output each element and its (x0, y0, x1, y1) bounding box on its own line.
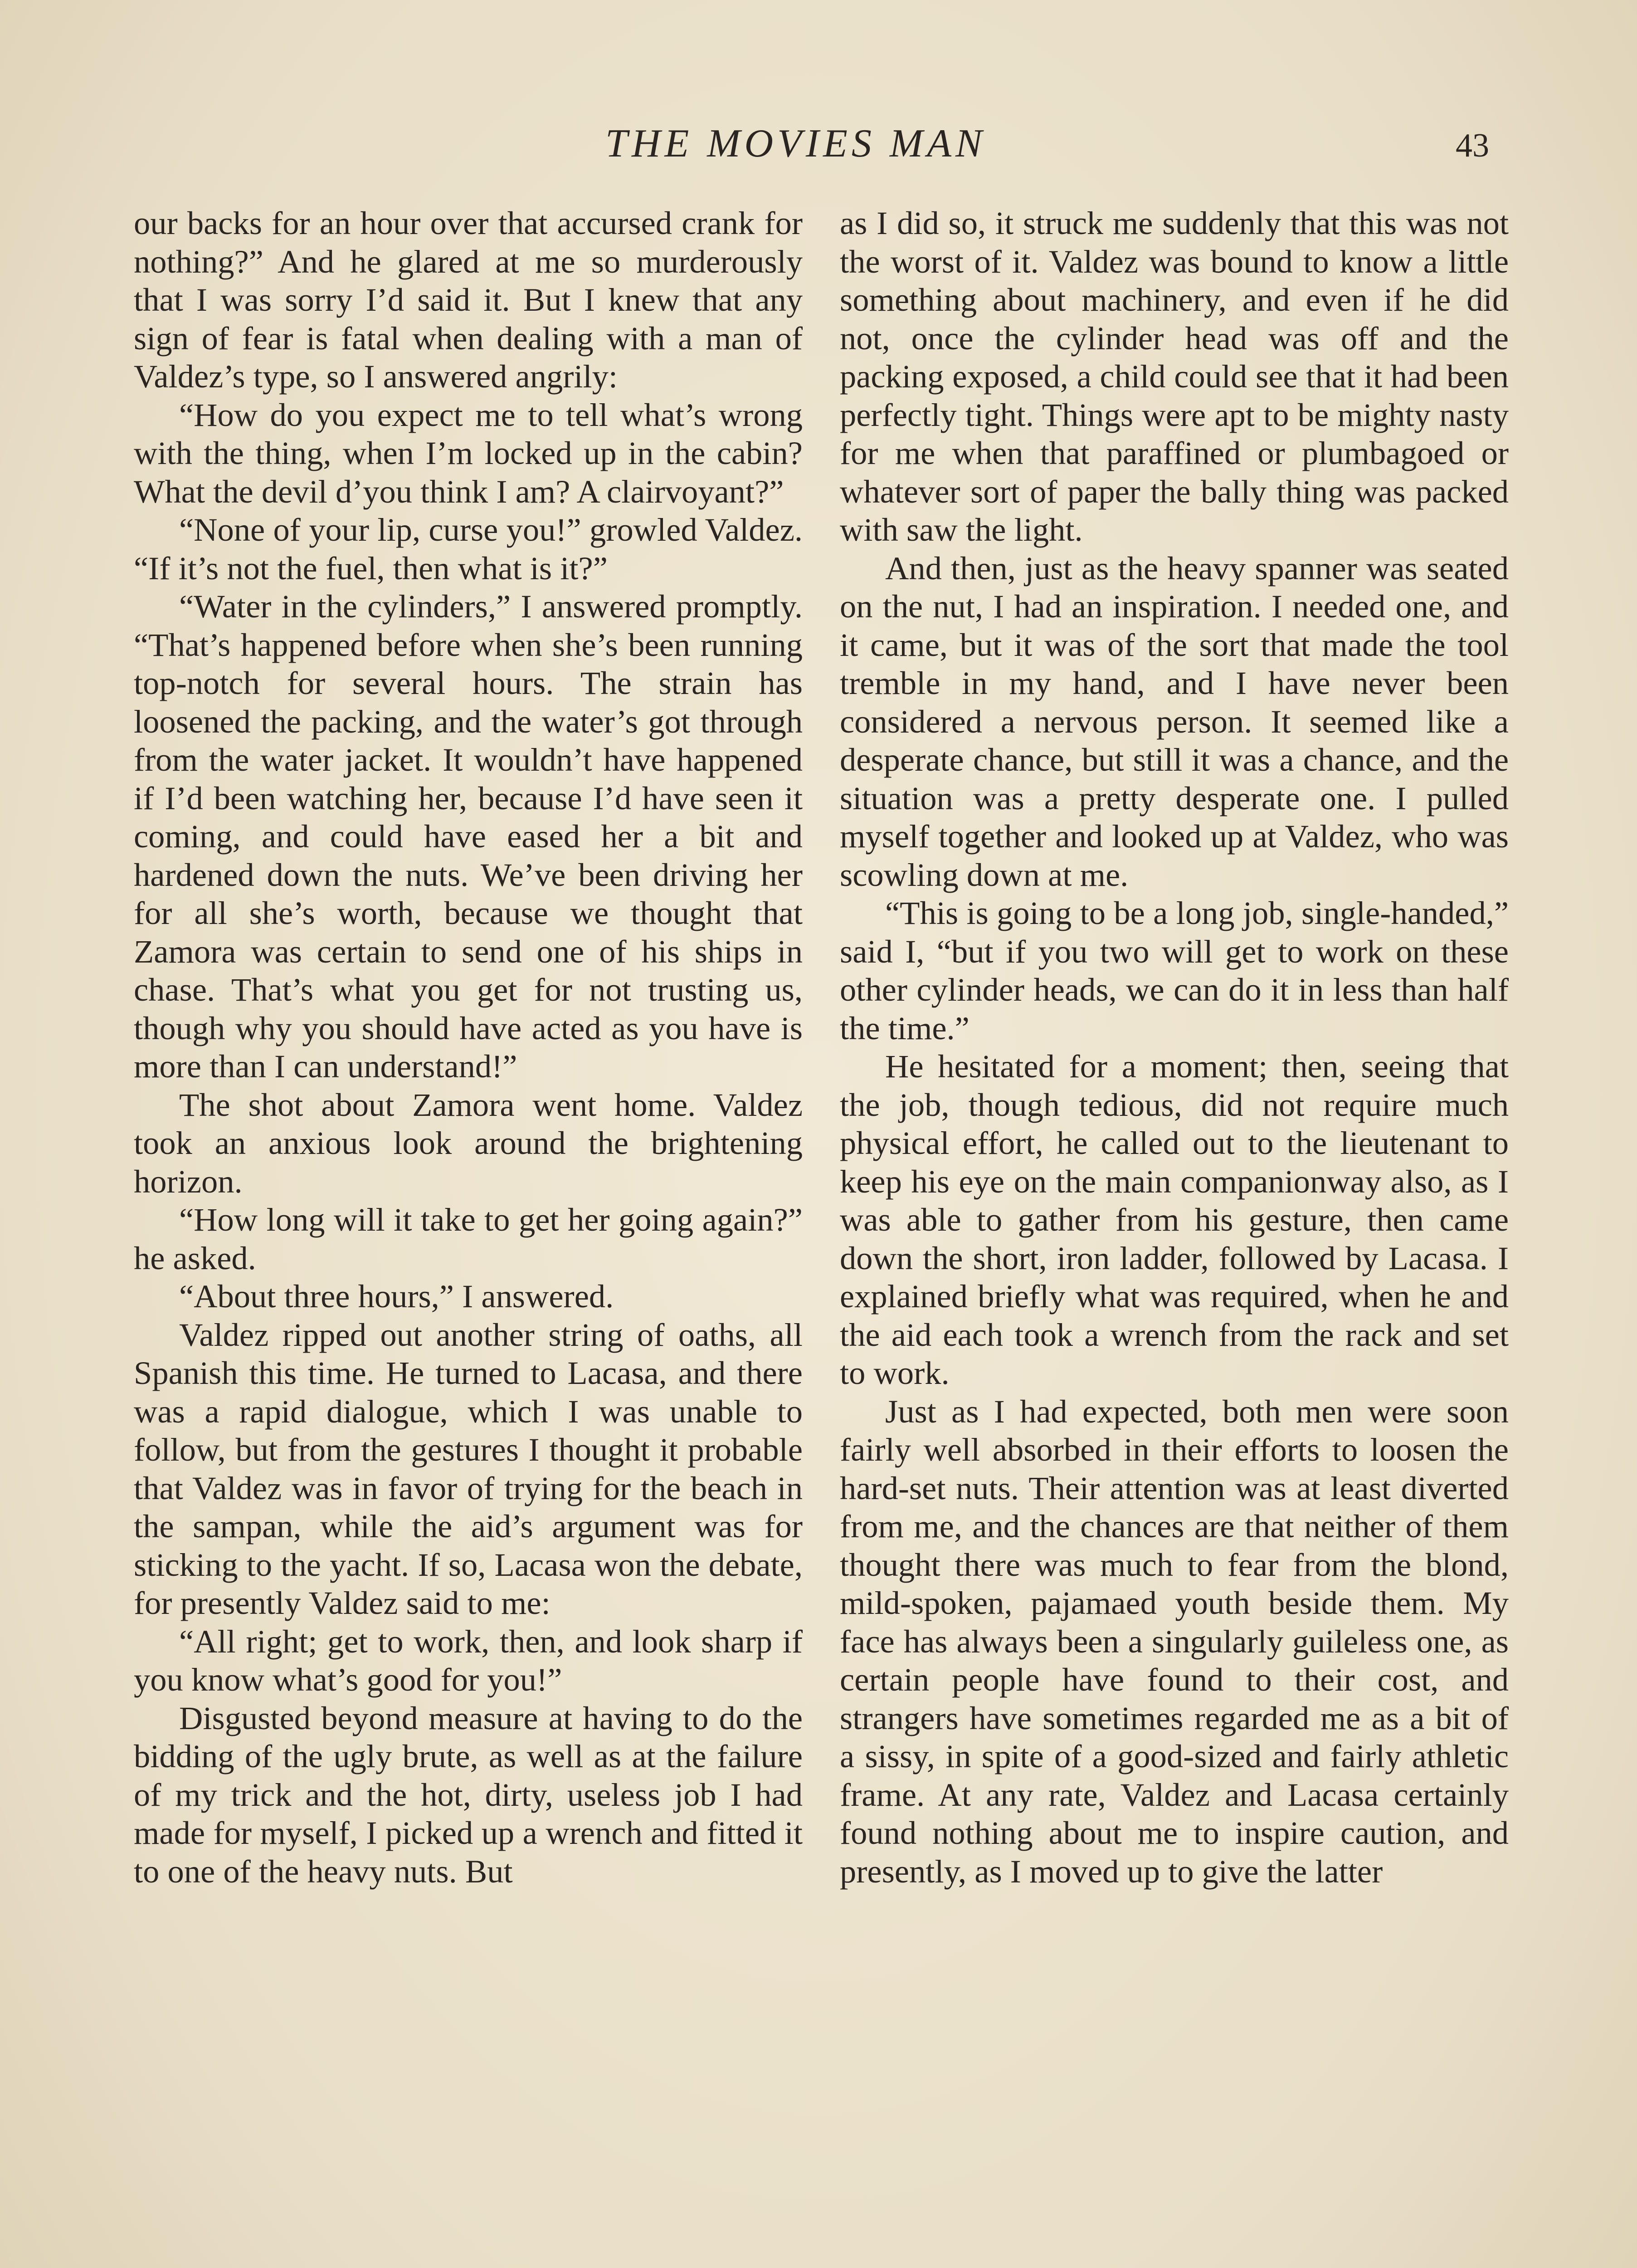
paragraph: “This is going to be a long job, single-handed,” said I, “but if you two will get to work on these other cylinder heads, we can do it in less than half the time.” (840, 894, 1509, 1046)
paragraph: “All right; get to work, then, and look sharp if you know what’s good for you!” (134, 1623, 803, 1698)
running-title: THE MOVIES MAN (605, 122, 986, 166)
page-header (0, 119, 1637, 169)
paragraph: “How long will it take to get her going again?” he asked. (134, 1201, 803, 1276)
paragraph: “How do you expect me to tell what’s wrong with the thing, when I’m locked up in the cabin? What the devil d’you think I am? A clairvoyant?” (134, 396, 803, 510)
paragraph: “None of your lip, curse you!” growled Valdez. “If it’s not the fuel, then what is it?” (134, 511, 803, 587)
paragraph: And then, just as the heavy spanner was seated on the nut, I had an inspiration. I needed one, and it came, but it was of the sort that made the tool tremble in my hand, and I have never been considered a nervous person. It seemed like a desperate chance, but still it was a chance, and the situation was a pretty desperate one. I pulled myself together and looked up at Valdez, who was scowling down at me. (840, 549, 1509, 893)
paragraph: Disgusted beyond measure at having to do the bidding of the ugly brute, as well as at the failure of my trick and the hot, dirty, useless job I had made for myself, I picked up a wrench and fitted it to one of the heavy nuts. But (134, 1699, 803, 1890)
paragraph: The shot about Zamora went home. Valdez took an anxious look around the brightening horizon. (134, 1086, 803, 1200)
paragraph: “Water in the cylinders,” I answered promptly. “That’s happened before when she’s been running top-notch for several hours. The strain has loosened the packing, and the water’s got through from the water jacket. It wouldn’t have happened if I’d been watching her, because I’d have seen it coming, and could have eased her a bit and hardened down the nuts. We’ve been driving her for all she’s worth, because we thought that Zamora was certain to send one of his ships in chase. That’s what you get for not trusting us, though why you should have acted as you have is more than I can understand!” (134, 588, 803, 1085)
paragraph: Just as I had expected, both men were soon fairly well absorbed in their efforts to loosen the hard-set nuts. Their attention was at least diverted from me, and the chances are that neither of them thought there was much to fear from the blond, mild-spoken, pajamaed youth beside them. My face has always been a singularly guileless one, as certain people have found to their cost, and strangers have sometimes regarded me as a bit of a sissy, in spite of a good-sized and fairly athletic frame. At any rate, Valdez and Lacasa certainly found nothing about me to inspire caution, and presently, as I moved up to give the latter (840, 1393, 1509, 1890)
left-column (134, 204, 803, 1891)
paragraph: our backs for an hour over that accursed crank for nothing?” And he glared at me so murderously that I was sorry I’d said it. But I knew that any sign of fear is fatal when dealing with a man of Valdez’s type, so I answered angrily: (134, 205, 803, 395)
paragraph: “About three hours,” I answered. (179, 1278, 614, 1315)
paragraph: as I did so, it struck me suddenly that this was not the worst of it. Valdez was bound to know a little something about machinery, and even if he did not, once the cylinder head was off and the packing exposed, a child could see that it had been perfectly tight. Things were apt to be mighty nasty for me when that paraffined or plumbagoed or whatever sort of paper the bally thing was packed with saw the light. (840, 205, 1509, 548)
paragraph: He hesitated for a moment; then, seeing that the job, though tedious, did not require much physical effort, he called out to the lieutenant to keep his eye on the main companionway also, as I was able to gather from his gesture, then came down the short, iron ladder, followed by Lacasa. I explained briefly what was required, when he and the aid each took a wrench from the rack and set to work. (840, 1048, 1509, 1391)
page-number: 43 (1456, 127, 1489, 164)
right-column (840, 204, 1509, 1891)
paragraph: Valdez ripped out another string of oaths, all Spanish this time. He turned to Lacasa, and there was a rapid dialogue, which I was unable to follow, but from the gestures I thought it probable that Valdez was in favor of trying for the beach in the sampan, while the aid’s argument was for sticking to the yacht. If so, Lacasa won the debate, for presently Valdez said to me: (134, 1316, 803, 1621)
